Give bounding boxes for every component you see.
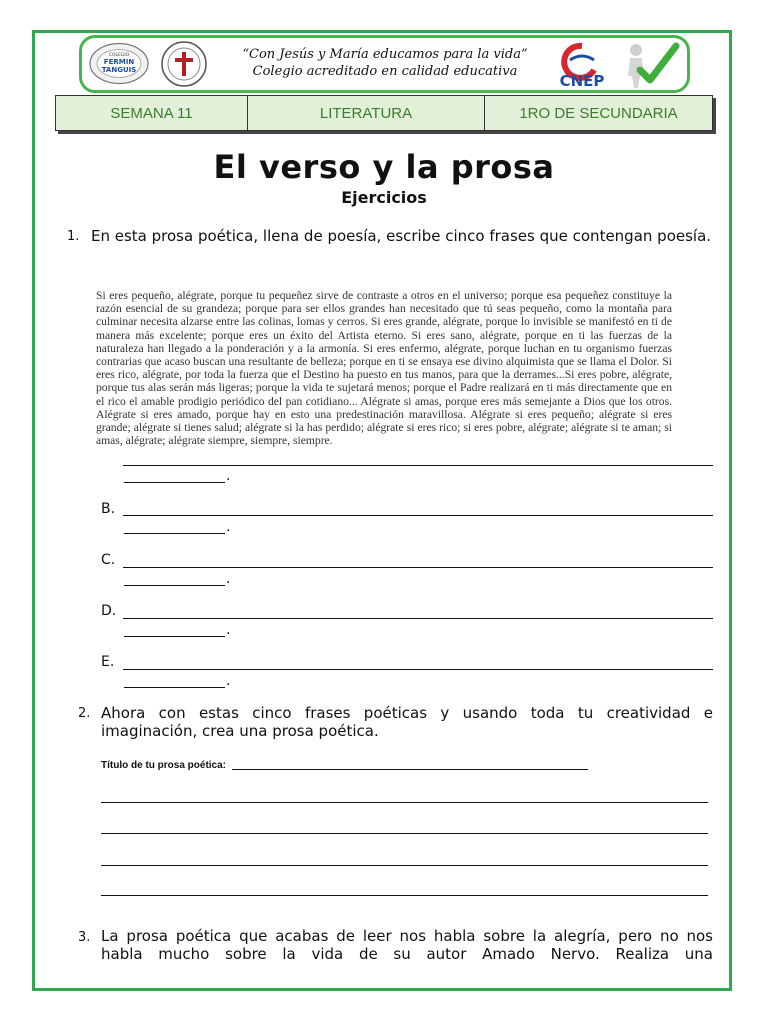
- answer-line-c-cont[interactable]: [124, 572, 225, 586]
- answer-line-d-cont[interactable]: [124, 623, 225, 637]
- answer-line-c[interactable]: [123, 554, 713, 568]
- answer-line-a-cont[interactable]: [124, 469, 225, 483]
- info-grade: 1RO DE SECUNDARIA: [519, 104, 678, 122]
- answer-letter-d: D.: [101, 603, 117, 619]
- info-table: [55, 95, 713, 131]
- cnep-logo: [548, 40, 616, 90]
- cnep-logo-text: CNEP: [559, 72, 605, 90]
- page-subtitle: Ejercicios: [341, 188, 427, 207]
- answer-line-e-cont[interactable]: [124, 674, 225, 688]
- q3-number: 3.: [78, 930, 91, 945]
- prose-writing-line-1[interactable]: [101, 790, 708, 803]
- answer-line-d[interactable]: [123, 605, 713, 619]
- motto-line-2: Colegio acreditado en calidad educativa: [252, 64, 518, 79]
- prose-writing-line-3[interactable]: [101, 853, 708, 866]
- school-seal-logo: [153, 40, 215, 88]
- answer-end-d: .: [226, 622, 231, 638]
- prose-writing-line-4[interactable]: [101, 883, 708, 896]
- info-week: SEMANA 11: [56, 96, 248, 130]
- school-logo-text-2: FERMIN: [103, 58, 135, 66]
- page-title: El verso y la prosa: [213, 148, 555, 186]
- prose-title-line[interactable]: [232, 757, 588, 770]
- school-motto: [225, 46, 545, 80]
- answer-end-c: .: [226, 571, 231, 587]
- prose-writing-line-2[interactable]: [101, 821, 708, 834]
- q2-number: 2.: [78, 706, 91, 721]
- school-logo-text-3: TANGUIS: [101, 66, 137, 74]
- answer-letter-c: C.: [101, 552, 116, 568]
- answer-line-b-cont[interactable]: [124, 520, 225, 534]
- answer-letter-b: B.: [101, 501, 116, 517]
- prose-passage: Si eres pequeño, alégrate, porque tu pequeñez sirve de contraste a otros en el universo; porque esa pequeñez constituye la razón esencial de su grandeza; porque para ser ellos grandes han necesitado que tú seas pequeño, como la montaña para culminar necesita alzarse entre las colinas, lomas y cerros. Si eres grande, alégrate, porque lo invisible se manifestó en ti de manera más excelente; porque eres un éxito del Artista eterno. Si eres sano, alégrate, porque en ti las fuerzas de la naturaleza han llegado a la ponderación y a la armonía. Si eres enfermo, alégrate, porque luchan en tu organismo fuerzas contrarias que acaso buscan una resultante de belleza; porque en ti se ensaya ese divino alquimista que se llama el Dolor. Si eres rico, alégrate, por toda la fuerza que el Destino ha puesto en tus manos, para que la derrames...Si eres pobre, alégrate, porque tus alas serán más ligeras; porque la vida te sujetará menos; porque el Padre realizará en ti más directamente que en el rico el amable prodigio periódico del pan cotidiano... Alégrate si amas, porque eres más semejante a Dios que los otros. Alégrate si eres amado, porque hay en esto una predestinación maravillosa. Alégrate si eres pequeño; alégrate si eres grande; alégrate si tienes salud; alégrate si la has perdido; alégrate si eres rico; si eres pobre, alégrate; alégrate si te aman; si amas, alégrate; alégrate siempre, siempre, siempre.: [96, 289, 672, 448]
- info-subject: LITERATURA: [248, 96, 485, 130]
- answer-letter-e: E.: [101, 654, 115, 670]
- answer-line-b[interactable]: [123, 502, 713, 516]
- motto-line-1: “Con Jesús y María educamos para la vida”: [242, 47, 528, 62]
- checkmark-figure-icon: [620, 40, 680, 90]
- q1-text: En esta prosa poética, llena de poesía, escribe cinco frases que contengan poesía.: [91, 227, 712, 245]
- answer-end-e: .: [226, 673, 231, 689]
- q1-number: 1.: [67, 229, 80, 244]
- answer-end-a: .: [226, 468, 231, 484]
- q3-text: La prosa poética que acabas de leer nos habla sobre la alegría, pero no nos habla mucho sobre la vida de su autor Amado Nervo. Realiza una: [101, 927, 713, 963]
- prose-title-label: Título de tu prosa poética:: [101, 760, 227, 771]
- answer-end-b: .: [226, 519, 231, 535]
- answer-line-a[interactable]: [123, 452, 713, 466]
- school-logo: [88, 41, 150, 86]
- school-logo-text-1: COLEGIO: [108, 53, 130, 58]
- answer-line-e[interactable]: [123, 656, 713, 670]
- q2-text: Ahora con estas cinco frases poéticas y usando toda tu creatividad e imaginación, crea una prosa poética.: [101, 704, 713, 740]
